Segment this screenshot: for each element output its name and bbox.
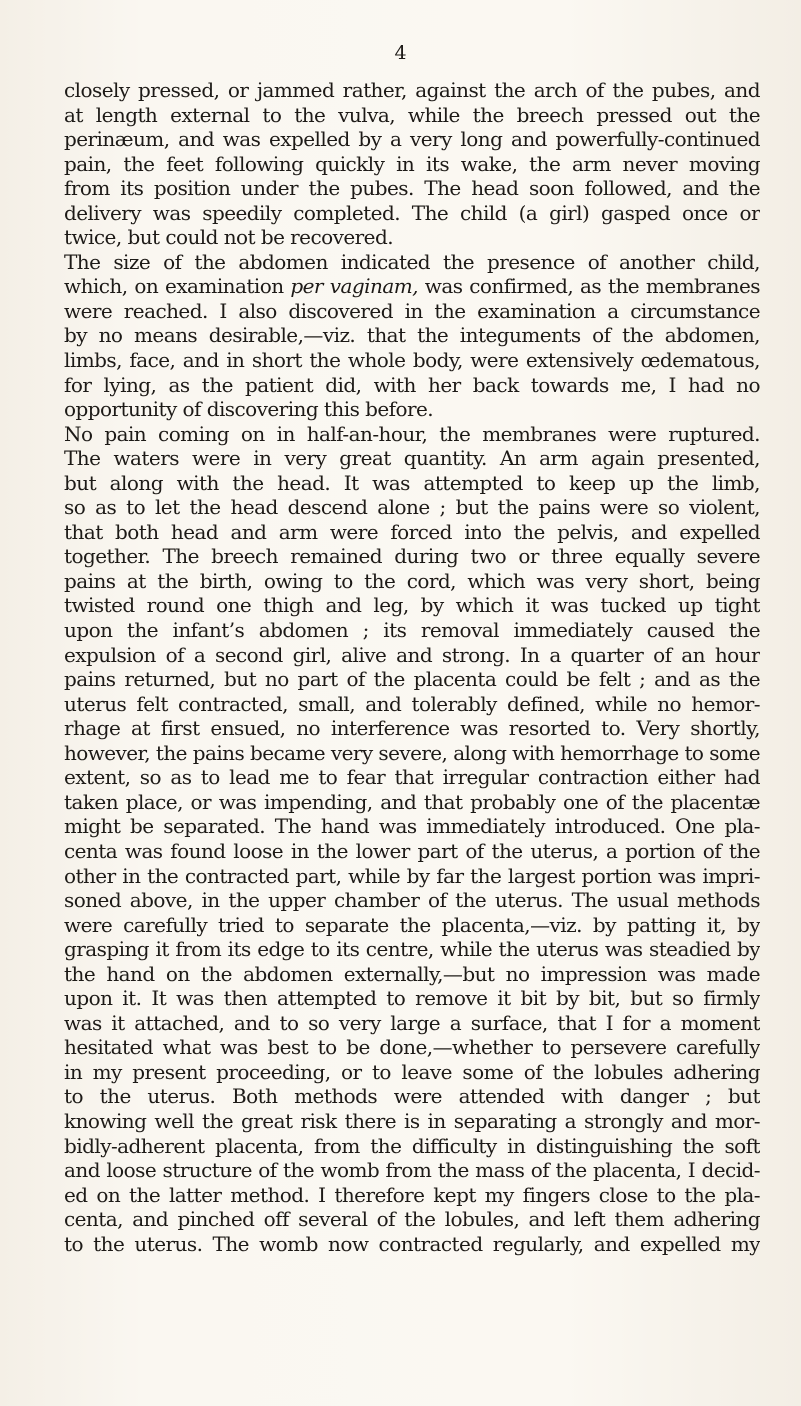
text-line: delivery was speedily completed. The child (a girl) gasped once or [64, 200, 760, 225]
text-line: to the uterus. Both methods were attended with danger ; but [64, 1084, 760, 1109]
text-segment: was confirmed, as the membranes [417, 274, 760, 299]
text-line: from its position under the pubes. The head soon followed, and the [64, 176, 760, 201]
body-text [64, 78, 760, 1256]
text-line: might be separated. The hand was immediately introduced. One pla- [64, 814, 760, 839]
text-line: but along with the head. It was attempted to keep up the limb, [64, 470, 760, 495]
text-line: were reached. I also discovered in the examination a circumstance [64, 298, 760, 323]
text-line: bidly-adherent placenta, from the difficulty in distinguishing the soft [64, 1133, 760, 1158]
text-line: to the uterus. The womb now contracted regularly, and expelled my [64, 1231, 760, 1256]
text-line: The waters were in very great quantity. An arm again presented, [64, 446, 760, 471]
text-line: were carefully tried to separate the placenta,—viz. by patting it, by [64, 912, 760, 937]
text-line: expulsion of a second girl, alive and strong. In a quarter of an hour [64, 642, 760, 667]
text-line: perinæum, and was expelled by a very long and powerfully-continued [64, 127, 760, 152]
text-line: pain, the feet following quickly in its wake, the arm never moving [64, 151, 760, 176]
text-line: for lying, as the patient did, with her back towards me, I had no [64, 372, 760, 397]
text-line: ed on the latter method. I therefore kept my fingers close to the pla- [64, 1182, 760, 1207]
text-line: the hand on the abdomen externally,—but no impression was made [64, 961, 760, 986]
text-line: and loose structure of the womb from the mass of the placenta, I decid- [64, 1158, 760, 1183]
text-line: centa was found loose in the lower part of the uterus, a portion of the [64, 838, 760, 863]
text-line: knowing well the great risk there is in separating a strongly and mor- [64, 1108, 760, 1133]
text-line: hesitated what was best to be done,—whether to persevere carefully [64, 1035, 760, 1060]
text-line: in my present proceeding, or to leave some of the lobules adhering [64, 1059, 760, 1084]
text-line [64, 274, 760, 299]
text-line: at length external to the vulva, while the breech pressed out the [64, 102, 760, 127]
text-line: uterus felt contracted, small, and tolerably defined, while no hemor- [64, 691, 760, 716]
text-line: was it attached, and to so very large a surface, that I for a moment [64, 1010, 760, 1035]
text-line: twisted round one thigh and leg, by which it was tucked up tight [64, 593, 760, 618]
text-segment: which, on examination [64, 274, 291, 299]
text-line: No pain coming on in half-an-hour, the membranes were ruptured. [64, 421, 760, 446]
text-line: centa, and pinched off several of the lobules, and left them adhering [64, 1207, 760, 1232]
text-line: so as to let the head descend alone ; but the pains were so violent, [64, 495, 760, 520]
text-line: by no means desirable,—viz. that the integuments of the abdomen, [64, 323, 760, 348]
text-line: that both head and arm were forced into the pelvis, and expelled [64, 519, 760, 544]
text-line: taken place, or was impending, and that probably one of the placentæ [64, 789, 760, 814]
italic-phrase: per vaginam, [290, 274, 418, 299]
text-line: pains at the birth, owing to the cord, which was very short, being [64, 568, 760, 593]
text-line: other in the contracted part, while by far the largest portion was impri- [64, 863, 760, 888]
text-line: limbs, face, and in short the whole body, were extensively œdematous, [64, 348, 760, 373]
text-line: rhage at first ensued, no interference was resorted to. Very shortly, [64, 716, 760, 741]
page-number: 4 [394, 42, 407, 64]
text-line: together. The breech remained during two or three equally severe [64, 544, 760, 569]
text-line: extent, so as to lead me to fear that irregular contraction either had [64, 765, 760, 790]
text-line: however, the pains became very severe, along with hemorrhage to some [64, 740, 760, 765]
text-line: upon the infant’s abdomen ; its removal immediately caused the [64, 618, 760, 643]
text-line: closely pressed, or jammed rather, against the arch of the pubes, and [64, 78, 760, 102]
text-line: pains returned, but no part of the placenta could be felt ; and as the [64, 667, 760, 692]
text-line: soned above, in the upper chamber of the uterus. The usual methods [64, 888, 760, 913]
text-line: upon it. It was then attempted to remove it bit by bit, but so firmly [64, 986, 760, 1011]
text-line: opportunity of discovering this before. [64, 397, 434, 422]
text-line: grasping it from its edge to its centre, while the uterus was steadied by [64, 937, 760, 962]
text-line: twice, but could not be recovered. [64, 225, 394, 250]
text-line: The size of the abdomen indicated the presence of another child, [64, 249, 760, 274]
